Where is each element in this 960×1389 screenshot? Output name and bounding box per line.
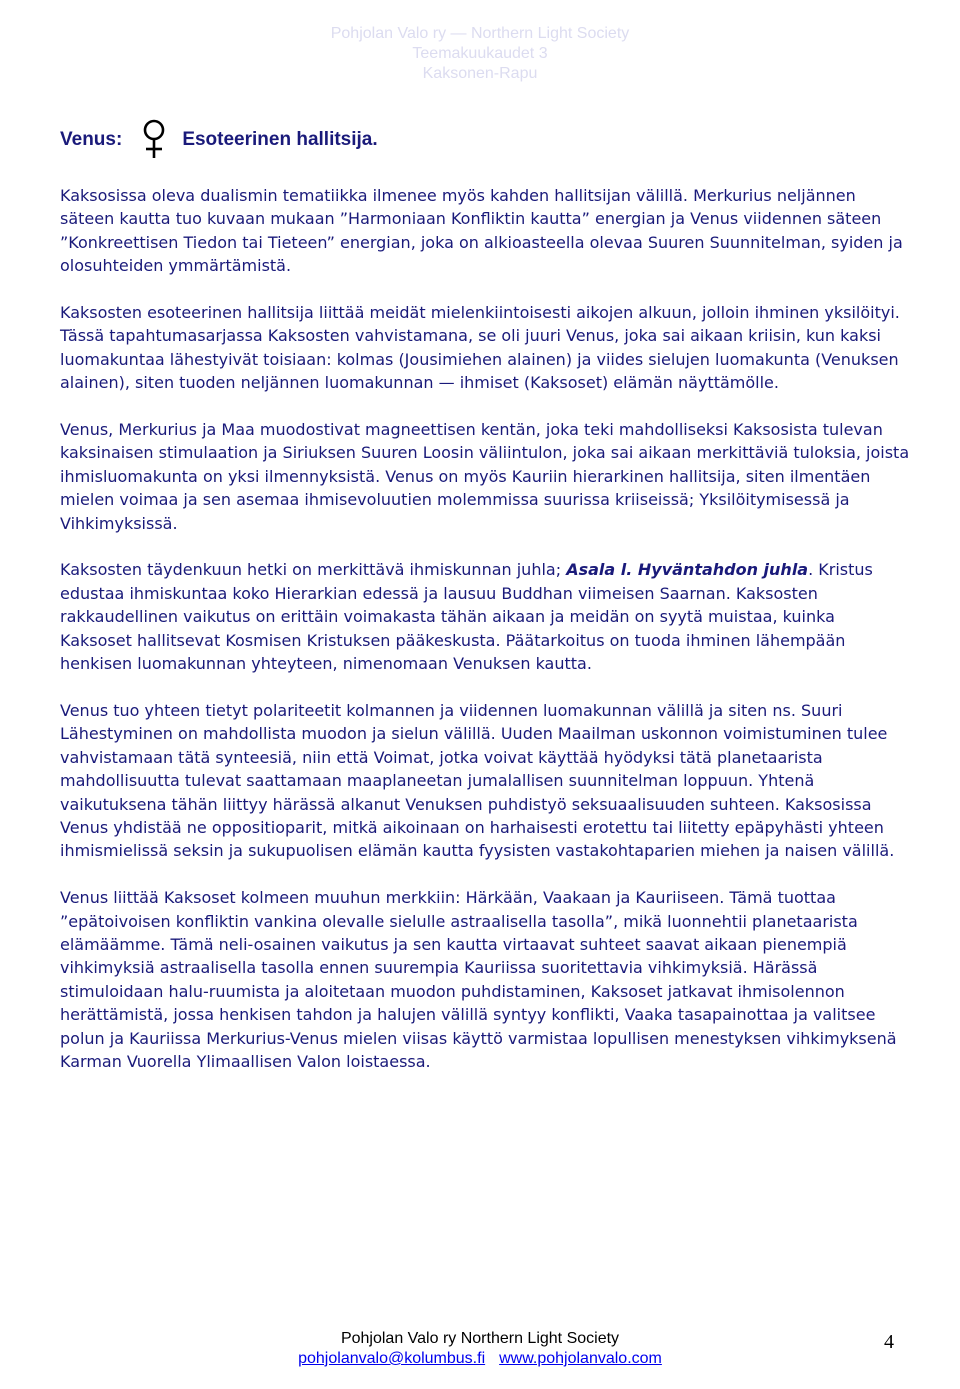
page-footer <box>0 1329 960 1369</box>
footer-org: Pohjolan Valo ry Northern Light Society <box>340 1330 620 1347</box>
paragraph-magnetic-field: Venus, Merkurius ja Maa muodostivat magneettisen kentän, joka teki mahdolliseksi Kaksosista tulevan kaksinaisen stimulaation ja Siriuksen Suuren Loosin väliintulon, joka sai aikaan merkittäviä tuloksia, joista ihmisluomakunta on yksi ilmennyksistä. Venus on myös Kauriin hierarkinen hallitsija, siten ilmentäen mielen voimaa ja sen asemaa ihmisevoluutien molemmissa suurissa kriiseissä; Yksilöitymisessä ja Vihkimyksissä. <box>60 420 910 533</box>
heading-label: Venus: <box>60 129 123 150</box>
venus-symbol-icon <box>136 118 172 162</box>
section-heading <box>60 118 378 162</box>
paragraph-esoteric-ruler: Kaksosten esoteerinen hallitsija liittää meidät mielenkiintoisesti aikojen alkuun, jolloin ihminen yksilöityi. Tässä tapahtumasarjassa Kaksosten vahvistamana, se oli juuri Venus, joka sai aikaan kriisin, kun kaksi luomakuntaa lähestyivät toisiaan: kolmas (Jousimiehen alainen) ja viides sielujen luomakunta (Venuksen alainen), siten tuoden neljännen luomakunnan — ihmiset (Kaksoset) elämän näyttämölle. <box>60 303 900 393</box>
festival-name: Asala l. Hyväntahdon juhla <box>566 560 809 580</box>
article-body <box>60 184 910 1097</box>
paragraph-full-moon-rest: . Kristus edustaa ihmiskuntaa koko Hierarkian edessä ja lausuu Buddhan viimeisen Saarnan. Kaksosten rakkaudellinen vaikutus on erittäin voimakasta tähän aikaan ja meidän on syytä muistaa, kuinka Kaksoset hallitsevat Kosmisen Kristuksen pääkeskusta. Päätarkoitus on tuoda ihminen lähempään henkisen luomakunnan yhteyteen, nimenomaan Venuksen kautta. <box>60 560 873 674</box>
paragraph-dualism: Kaksosissa oleva dualismin tematiikka ilmenee myös kahden hallitsijan välillä. Merkurius neljännen säteen kautta tuo kuvaan mukaan ”Harmoniaan Konfliktin kautta” energian ja Venus viidennen säteen ”Konkreettisen Tiedon tai Tieteen” energian, joka on alkioasteella olevaa Suuren Suunnitelman, syiden ja olosuhteiden ymmärtämistä. <box>60 186 903 276</box>
header-topic-line: Kaksonen-Rapu <box>422 65 538 82</box>
footer-website-link[interactable]: www.pohjolanvalo.com <box>499 1350 662 1367</box>
heading-subtitle: Esoteerinen hallitsija. <box>182 129 378 150</box>
header-org-line: Pohjolan Valo ry — Northern Light Society <box>330 25 630 42</box>
paragraph-full-moon <box>60 558 910 675</box>
page-number: 4 <box>884 1331 894 1353</box>
page-header <box>0 24 960 84</box>
header-series-line: Teemakuukaudet 3 <box>412 45 548 62</box>
footer-links <box>0 1349 960 1369</box>
paragraph-four-signs: Venus liittää Kaksoset kolmeen muuhun merkkiin: Härkään, Vaakaan ja Kauriiseen. Tämä tuottaa ”epätoivoisen konfliktin vankina olevalle sielulle astraalisella tasolla”, mikä luonnehtii planetaarista elämäämme. Tämä neli-osainen vaikutus ja sen kautta virtaavat suhteet saavat aikaan pienempiä vihkimyksiä astraalisella tasolla ennen suurempia Kauriissa suoritettavia vihkimyksiä. Härässä stimuloidaan halu-ruumista ja aloitetaan muodon puhdistaminen, Kaksoset jatkavat ihmisolennon herättämistä, jossa henkisen tahdon ja halujen välillä syntyy konflikti, Vaaka tasapainottaa ja valitsee polun ja Kauriissa Merkurius-Venus mielen viisas käyttö varmistaa lopullisen menestyksen vihkimyksenä Karman Vuorella Ylimaallisen Valon loistaessa. <box>60 888 897 1071</box>
footer-email-link[interactable]: pohjolanvalo@kolumbus.fi <box>298 1350 486 1367</box>
paragraph-polarities: Venus tuo yhteen tietyt polariteetit kolmannen ja viidennen luomakunnan välillä ja siten ns. Suuri Lähestyminen on mahdollista muodon ja sielun välillä. Uuden Maailman uskonnon voimistuminen tulee vahvistamaan tätä synteesiä, niin että Voimat, jotka voivat käyttää hyödyksi tätä planetaarista mahdollisuutta tulevat saattamaan maaplaneetan jumalallisen suunnitelman loppuun. Yhtenä vaikutuksena tähän liittyy härässä alkanut Venuksen puhdistyö seksuaalisuuden suhteen. Kaksosissa Venus yhdistää ne oppositioparit, mitkä aikoinaan on harhaisesti erotettu tai liitetty epäpyhästi yhteen ihmismielissä seksin ja sukupuolisen elämän kautta fyysisten vastakohtaparien miehen ja naisen välillä. <box>60 700 895 861</box>
paragraph-full-moon-intro: Kaksosten täydenkuun hetki on merkittävä ihmiskunnan juhla; <box>60 560 567 580</box>
